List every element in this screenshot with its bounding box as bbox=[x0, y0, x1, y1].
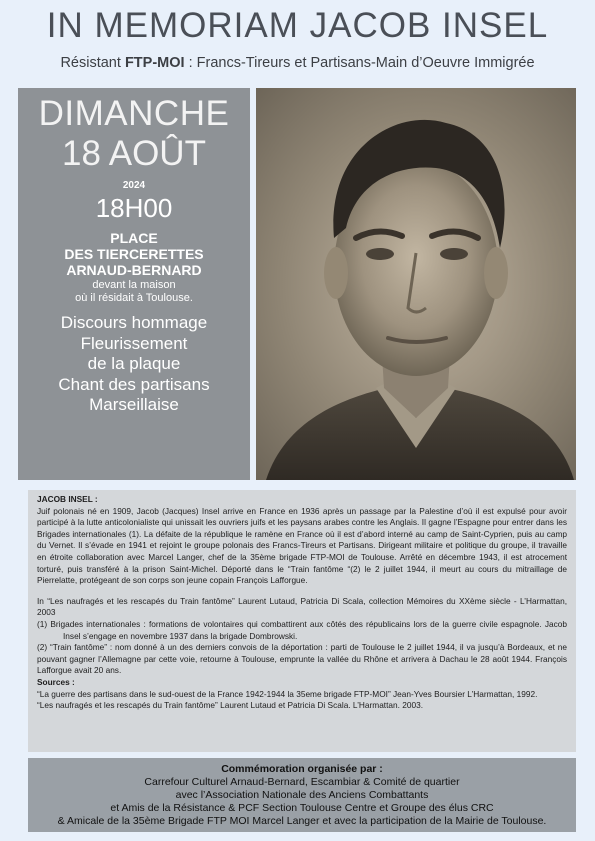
event-date: 18 AOÛT bbox=[62, 134, 206, 173]
poster-subtitle bbox=[0, 55, 595, 71]
organizer-line: Carrefour Culturel Arnaud-Bernard, Escambiar & Comité de quartier bbox=[144, 776, 460, 788]
poster-title: IN MEMORIAM JACOB INSEL bbox=[46, 6, 549, 45]
program-item: de la plaque bbox=[87, 354, 181, 373]
bio-footnote-1: (1) Brigades internationales : formations de volontaires qui combattirent aux côtés des républicains lors de la guerre civile espagnole. Jacob Insel s’engage en novembre 1937 dans la brigade Dombrowski. bbox=[37, 618, 567, 641]
source-item: “Les naufragés et les rescapés du Train fantôme” Laurent Lutaud et Patricia Di Scala. L’Harmattan. 2003. bbox=[37, 700, 424, 711]
bio-text: Juif polonais né en 1909, Jacob (Jacques) Insel arrive en France en 1936 après un passage par la Palestine d’où il est expulsé pour avoir participé à la lutte anticolonialiste qui unissait les ouvriers juifs et les paysans arabes contre les Anglais. Il gagne l’Espagne pour entrer dans les Brigades internationales (1). La défaite de la république le ramène en France où il est d’abord interné au camp de Saint-Cyprien, puis au camp du Vernet. Il s’évade en 1941 et rejoint le groupe polonais des Francs-Tireurs et Partisans. Dirigeant militaire et politique du groupe, il travaille en étroite collaboration avec Marcel Langer, chef de la 35ème brigade FTP-MOI de Toulouse. Arrêté en décembre 1943, il est atrocement torturé, puis transféré à la prison Saint-Michel. Déporté dans le “Train fantôme “(2) le 2 juillet 1944, il meurt au cours du mitraillage de Pierrelatte, protégeant de son corps son jeune copain François Lafforgue. bbox=[37, 505, 567, 586]
program-item: Fleurissement bbox=[80, 333, 188, 353]
sources-heading: Sources : bbox=[37, 676, 75, 687]
organizer-line: & Amicale de la 35ème Brigade FTP MOI Marcel Langer et avec la participation de la Mairie de Toulouse. bbox=[57, 815, 547, 827]
event-day: DIMANCHE bbox=[38, 94, 230, 133]
organizer-line: avec l’Association Nationale des Anciens Combattants bbox=[175, 789, 429, 801]
subtitle-rest: : Francs-Tireurs et Partisans-Main d’Oeuvre Immigrée bbox=[184, 55, 535, 71]
source-item: “La guerre des partisans dans le sud-ouest de la France 1942-1944 la 35eme brigade FTP-MOI” Jean-Yves Boursier L’Harmattan, 1992. bbox=[37, 688, 538, 699]
program-item: Discours hommage bbox=[60, 313, 208, 332]
event-place bbox=[18, 230, 250, 278]
place-line: PLACE bbox=[110, 230, 158, 246]
bio-footnote-2: (2) “Train fantôme” : nom donné à un des derniers convois de la déportation : parti de Toulouse le 2 juillet 1944, il va jusqu’à Bordeaux, et ne pouvant gagner l’Allemagne par cette voie, retourne à Toulouse, emprunte la vallée du Rhône et arrivera à Dachau le 28 août 1944. François Lafforgue avait 20 ans. bbox=[37, 642, 567, 676]
program-item: Chant des partisans bbox=[58, 374, 210, 394]
place-note-line: où il résidait à Toulouse. bbox=[75, 292, 193, 304]
subtitle-prefix: Résistant bbox=[60, 55, 125, 71]
organizers-panel bbox=[28, 758, 576, 832]
organizer-line: et Amis de la Résistance & PCF Section Toulouse Centre et Groupe des élus CRC bbox=[110, 802, 494, 814]
place-line: DES TIERCERETTES bbox=[64, 246, 204, 262]
portrait-photo bbox=[256, 88, 576, 480]
event-program bbox=[18, 313, 250, 416]
organizers-title: Commémoration organisée par : bbox=[221, 763, 383, 775]
place-note bbox=[18, 279, 250, 305]
biography-panel bbox=[28, 490, 576, 752]
event-time: 18H00 bbox=[95, 193, 173, 223]
event-year: 2024 bbox=[122, 180, 146, 191]
event-panel bbox=[18, 88, 250, 480]
bio-heading: JACOB INSEL : bbox=[37, 494, 98, 504]
program-item: Marseillaise bbox=[89, 395, 179, 414]
place-note-line: devant la maison bbox=[92, 279, 176, 291]
subtitle-acronym: FTP-MOI bbox=[124, 55, 185, 71]
bio-reference: In “Les naufragés et les rescapés du Train fantôme” Laurent Lutaud, Patricia Di Scala, collection Mémoires du XXème siècle - L’Harmattan, 2003 bbox=[37, 595, 567, 618]
portrait-illustration bbox=[256, 88, 576, 480]
place-line: ARNAUD-BERNARD bbox=[66, 262, 202, 278]
